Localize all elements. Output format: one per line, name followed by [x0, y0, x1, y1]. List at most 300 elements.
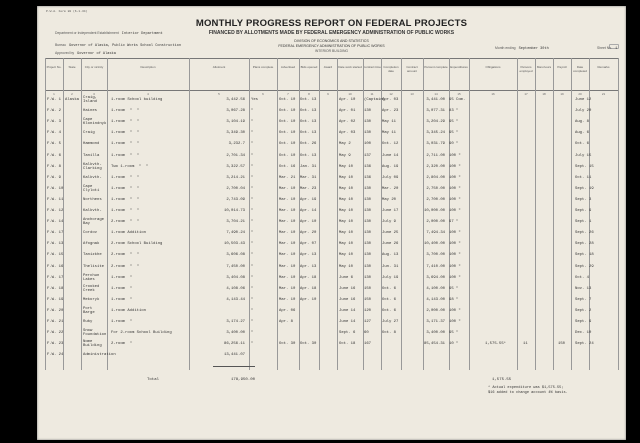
percent-complete: 100 " [449, 164, 461, 169]
work-started: June 14 [339, 308, 356, 313]
bids-opened: Oct. 13 [300, 120, 317, 125]
table-top-rule [45, 58, 618, 59]
sheet-field: Sheet No. 1 [597, 46, 618, 51]
advertised: Mar. 10 [279, 220, 296, 225]
work-started: May 10 [339, 164, 354, 169]
work-started: May 10 [339, 186, 354, 191]
advertised: Mar. 10 [279, 297, 296, 302]
city: Thelisite [83, 264, 105, 269]
plans-complete: " [251, 209, 254, 213]
description: 1-room " " [111, 209, 140, 213]
allotment: 3,067.28 [226, 109, 245, 114]
allotment: 86,256.11 [223, 342, 245, 347]
work-started: Apr. 03 [339, 131, 356, 136]
description: 2-room " " [111, 264, 140, 269]
form-number: P.W.A. Form 80 (6-1-34) [46, 10, 88, 13]
advertised: Mar. 10 [279, 197, 296, 202]
plans-complete: " [251, 342, 254, 347]
column-header: Completion date [383, 65, 399, 73]
completion-date: May 11 [382, 120, 397, 125]
bids-opened: Apr. 10 [300, 297, 317, 302]
plans-complete: " [251, 308, 254, 313]
contract-time: 150 [364, 286, 372, 291]
bids-opened: Oct. 13 [300, 98, 317, 102]
city: Craig [83, 131, 95, 136]
project-number: F.W. 19 [47, 297, 64, 302]
bids-opened: Oct. 13 [300, 153, 317, 158]
column-header: Allotment [212, 65, 226, 69]
completion-date: June 25 [382, 231, 399, 236]
project-number: F.W. 4 [47, 131, 62, 136]
work-started: May 10 [339, 231, 354, 236]
contract-amount: 3,700.00 [426, 253, 445, 258]
city: Ruby [83, 320, 93, 324]
bids-opened: Oct. 30 [300, 342, 317, 347]
city: Snow Foundation [83, 329, 107, 338]
allotment: 7,450.00 [226, 264, 245, 269]
completion-date: Jun. 31 [382, 264, 399, 269]
allotment: 4,143.44 [226, 297, 245, 302]
division-line-2: FEDERAL EMERGENCY ADMINISTRATION OF PUBLIC WORKS [278, 44, 385, 48]
completion-date: Oct. 6 [382, 308, 397, 313]
contract-time: 130 [364, 197, 372, 202]
plans-complete: " [251, 253, 254, 258]
contract-amount: 2,750.00 [426, 186, 445, 191]
city: Cordov [83, 231, 98, 236]
approved-value: Governor of Alaska [77, 52, 116, 56]
percent-complete: 100 " [449, 209, 461, 213]
completion-date: Apr. 23 [382, 109, 399, 114]
description: 1-room " " [111, 175, 140, 180]
column-header: Percent complete [424, 65, 448, 69]
advertised: Mar. 10 [279, 231, 296, 236]
plans-complete: " [251, 197, 254, 202]
report-page [37, 6, 626, 440]
allotment: 3,400.00 [226, 331, 245, 336]
date-completed: Oct. 6 [575, 142, 590, 147]
project-number: F.W. 18 [47, 286, 64, 291]
column-header: Bids opened [300, 65, 318, 69]
description: 1-room " [111, 275, 133, 280]
percent-complete: 83 " [449, 109, 459, 114]
footnote [488, 386, 568, 396]
contract-time: 137 [364, 153, 372, 158]
column-header: Payroll [557, 65, 567, 69]
column-header: Obligations [485, 65, 501, 69]
contract-time: 130 [364, 120, 372, 125]
bids-opened: Apr. 14 [300, 209, 317, 213]
description: 1-room School building [111, 98, 163, 102]
city: Mekoryk [83, 297, 100, 302]
description: 1-room Addition [111, 231, 147, 236]
approved-field: Approved by Governor of Alaska [55, 51, 116, 56]
description: 1-room " " [111, 153, 140, 158]
completion-date: Aug. 19 [382, 164, 399, 169]
allotment: 3,404.08 [226, 275, 245, 280]
bids-opened: Apr. 19 [300, 197, 317, 202]
completion-date: June 14 [382, 153, 399, 158]
advertised: Mar. 10 [279, 209, 296, 213]
date-completed: Aug. 8 [575, 120, 590, 125]
work-started: Sept. 6 [339, 331, 356, 336]
description: 2-room " [111, 342, 133, 347]
plans-complete: " [251, 131, 254, 136]
column-number: 18 [542, 92, 546, 96]
column-header: Expenditures [450, 65, 468, 69]
description: 1-room " [111, 286, 133, 291]
column-header: Persons employed [519, 65, 533, 73]
work-started: June 14 [339, 320, 356, 324]
contract-amount: 3,031.79 [426, 142, 445, 147]
contract-time: 130 [364, 220, 372, 225]
completion-date: June 17 [382, 209, 399, 213]
completion-date: Mar. 20 [382, 186, 399, 191]
allotment: 3,442.56 [226, 98, 245, 102]
plans-complete: " [251, 142, 254, 147]
allotment: 3,232.7 [228, 142, 245, 147]
advertised: Mar. 10 [279, 286, 296, 291]
percent-complete: 90 " [449, 142, 459, 147]
project-number: F.W. 6 [47, 153, 62, 158]
contract-amount: 7,410.00 [426, 264, 445, 269]
city: Nome Building [83, 340, 102, 349]
expenditure: 1,575.55* [485, 342, 507, 347]
date-completed: Sept. 9 [575, 209, 592, 213]
bids-opened: Oct. 26 [300, 142, 317, 147]
state: Alaska [65, 98, 80, 102]
contract-amount: 3,204.29 [426, 120, 445, 125]
plans-complete: " [251, 286, 254, 291]
contract-time: 100 [364, 142, 372, 147]
advertised: Oct. 10 [279, 120, 296, 125]
bids-opened: Mar. 31 [300, 175, 317, 180]
contract-time: 130 [364, 242, 372, 247]
column-number: 13 [410, 92, 414, 96]
column-number: 19 [560, 92, 564, 96]
contract-time: 130 [364, 209, 372, 213]
contract-time: 130 [364, 264, 372, 269]
completion-date: May 11 [382, 131, 397, 136]
project-number: F.W. 17 [47, 275, 64, 280]
work-started: Apr. 10 [339, 98, 356, 102]
advertised: Oct. 16 [279, 164, 296, 169]
project-number: F.W. 13 [47, 242, 64, 247]
plans-complete: " [251, 175, 254, 180]
contract-time: 130 [364, 186, 372, 191]
project-number: F.W. 2 [47, 109, 62, 114]
percent-complete: 95 Com. [449, 98, 466, 102]
project-number: F.W. 11 [47, 197, 64, 202]
city: Anchorage Bay [83, 218, 105, 227]
contract-amount: 10,000.00 [423, 209, 445, 213]
bids-opened: Jan. 31 [300, 164, 317, 169]
completion-date: July 27 [382, 320, 399, 324]
column-number: 8 [308, 92, 310, 96]
payroll: 150 [558, 342, 566, 347]
date-completed: Sept. 26 [575, 231, 594, 236]
work-started: May 10 [339, 220, 354, 225]
work-started: May 10 [339, 209, 354, 213]
date-completed: Sept. 18 [575, 253, 594, 258]
bids-opened: Apr. 13 [300, 253, 317, 258]
percent-complete: 100 " [449, 320, 461, 324]
allotment: 2,701.34 [226, 153, 245, 158]
percent-complete: 98 " [449, 297, 459, 302]
description: 2-room " " [111, 220, 140, 225]
allotment: 3,214.21 [226, 175, 245, 180]
column-header: Date completed [573, 65, 587, 73]
contract-amount: 2,000.00 [426, 220, 445, 225]
plans-complete: " [251, 297, 254, 302]
column-header: City or vicinity [84, 65, 104, 69]
plans-complete: " [251, 120, 254, 125]
plans-complete: Yes [251, 98, 259, 102]
work-started: May 10 [339, 175, 354, 180]
plans-complete: " [251, 153, 254, 158]
contract-amount: 3,400.00 [426, 331, 445, 336]
percent-complete: 95 " [449, 331, 459, 336]
advertised: Mar. 10 [279, 186, 296, 191]
date-completed: Nov. 13 [575, 286, 592, 291]
advertised: Mar. 10 [279, 253, 296, 258]
footnote-line-2: $16 added to change account 4% basis. [488, 391, 568, 395]
bureau-value: Governor of Alaska, Public Works School Construction [68, 44, 182, 48]
city: Administration [83, 353, 116, 358]
allotment: 7,490.24 [226, 231, 245, 236]
advertised: Mar. 10 [279, 275, 296, 280]
project-number: F.W. 15 [47, 253, 64, 258]
work-started: May 10 [339, 242, 354, 247]
date-completed: Sept. 9 [575, 320, 592, 324]
contract-amount: 4,143.00 [426, 297, 445, 302]
total-other: 1,575.55 [492, 378, 512, 382]
work-started: June 16 [339, 297, 356, 302]
advertised: Apr. 8 [279, 320, 294, 324]
city: Perchun Lakes [83, 273, 100, 282]
advertised: Oct. 30 [279, 342, 296, 347]
allotment: 2,743.09 [226, 197, 245, 202]
contract-amount: 2,000.00 [426, 308, 445, 313]
plans-complete: " [251, 186, 254, 191]
percent-complete: 95 " [449, 120, 459, 125]
contract-amount: 4,100.00 [426, 286, 445, 291]
date-completed: Dec. 10 [575, 331, 592, 336]
project-number: F.W. 21 [47, 320, 64, 324]
contract-time: 127 [364, 320, 372, 324]
column-number: 1 [53, 92, 55, 96]
completion-date: Oct. 12 [382, 142, 399, 147]
column-number: 20 [578, 92, 582, 96]
bids-opened: Oct. 13 [300, 131, 317, 136]
completion-date: Oct. 8 [382, 331, 397, 336]
date-completed: Aug. 6 [575, 131, 590, 136]
project-number: F.W. 8 [47, 164, 62, 169]
column-header: Plans complete [252, 65, 274, 69]
description: 1-room " " [111, 109, 140, 114]
bids-opened: Mar. 23 [300, 186, 317, 191]
report-subtitle: FINANCED BY ALLOTMENTS MADE BY FEDERAL EMERGENCY ADMINISTRATION OF PUBLIC WORKS [208, 30, 455, 36]
column-header: Date work started [338, 65, 362, 69]
date-completed: Sept. 3 [575, 197, 592, 202]
column-number: 3 [93, 92, 95, 96]
city: Crooked Creek [83, 284, 100, 293]
allotment: 3,322.57 [226, 164, 245, 169]
work-started: May 2 [339, 142, 351, 147]
column-number: 15 [457, 92, 461, 96]
city: Tanizkhe [83, 253, 102, 258]
city: Tanilla [83, 153, 100, 158]
city: Haines [83, 109, 98, 114]
work-started: Apr. 01 [339, 109, 356, 114]
project-number: F.W. 14 [47, 220, 64, 225]
column-header: Project No. [46, 65, 62, 69]
percent-complete: 10 " [449, 342, 459, 347]
date-completed: June 12 [575, 98, 592, 102]
date-completed: Sept. 1 [575, 220, 592, 225]
total-rule [213, 366, 255, 367]
percent-complete: 97 " [449, 220, 459, 225]
plans-complete: " [251, 109, 254, 114]
contract-time: 130 [364, 231, 372, 236]
column-header: Award [323, 65, 333, 69]
footnote-line-1: * Actual expenditure was $1,575.55; [488, 386, 564, 390]
completion-date: May 20 [382, 197, 397, 202]
allotment: 10,014.73 [223, 209, 245, 213]
contract-time: 150 [364, 297, 372, 302]
column-header: Contract time [363, 65, 381, 69]
column-number: 2 [71, 92, 73, 96]
contract-amount: 3,171.37 [426, 320, 445, 324]
percent-complete: 100 " [449, 253, 461, 258]
date-completed: Sept. 15 [575, 164, 594, 169]
report-title: MONTHLY PROGRESS REPORT ON FEDERAL PROJECTS [195, 18, 468, 29]
plans-complete: " [251, 320, 254, 324]
contract-amount: 3,345.24 [426, 131, 445, 136]
city: Afognak [83, 242, 100, 247]
total-allotment: 178,950.00 [230, 378, 255, 382]
contract-time: 130 [364, 275, 372, 280]
advertised: Oct. 10 [279, 109, 296, 114]
plans-complete: " [251, 220, 254, 225]
completion-date: July 09 [382, 175, 399, 180]
city: Northens [83, 197, 102, 202]
contract-time: 136 [364, 175, 372, 180]
description: 2-room School Building [111, 242, 163, 247]
work-started: May 9 [339, 153, 351, 158]
advertised: Mar. 10 [279, 264, 296, 269]
project-number: F.W. 22 [47, 331, 64, 336]
plans-complete: " [251, 275, 254, 280]
contract-time: (Captain) [364, 98, 386, 102]
contract-amount: 2,320.00 [426, 164, 445, 169]
contract-time: 130 [364, 131, 372, 136]
date-completed: July 20 [575, 109, 592, 114]
description: Two 1-room " " [111, 164, 149, 169]
allotment: 3,606.08 [226, 253, 245, 258]
contract-amount: 2,711.00 [426, 153, 445, 158]
contract-amount: 2,700.00 [426, 197, 445, 202]
project-number: F.W. 20 [47, 308, 64, 313]
bids-opened: Oct. 13 [300, 109, 317, 114]
column-header: State [68, 65, 76, 69]
date-completed: Sept. 24 [575, 342, 594, 347]
header-bottom-rule [45, 90, 618, 91]
column-number: 12 [389, 92, 393, 96]
percent-complete: 100 " [449, 175, 461, 180]
column-header: Description [140, 65, 156, 69]
contract-time: 60 [364, 331, 369, 336]
column-number: 17 [524, 92, 528, 96]
completion-date: July 19 [382, 275, 399, 280]
column-number: 9 [327, 92, 329, 96]
allotment: 3,104.19 [226, 120, 245, 125]
contract-time: 130 [364, 253, 372, 258]
contract-amount: 7,494.34 [426, 231, 445, 236]
work-started: May 10 [339, 253, 354, 258]
plans-complete: " [251, 331, 254, 336]
column-header: Remarks [597, 65, 610, 69]
project-number: F.W. 23 [47, 342, 64, 347]
project-number: F.W. 9 [47, 175, 62, 180]
work-started: June 6 [339, 275, 354, 280]
allotment: 13,441.07 [223, 353, 245, 358]
percent-complete: 100 " [449, 153, 461, 158]
column-number: 16 [491, 92, 495, 96]
project-number: F.W. 10 [47, 186, 64, 191]
completion-date: Aug. 13 [382, 253, 399, 258]
date-completed: Sept. 2 [575, 308, 592, 313]
project-number: F.W. 5 [47, 142, 62, 147]
contract-time: 120 [364, 308, 372, 313]
city: Port Barge [83, 306, 95, 316]
allotment: 3,174.27 [226, 320, 245, 324]
work-started: June 16 [339, 286, 356, 291]
contract-amount: 3,694.00 [426, 275, 445, 280]
column-number: 5 [218, 92, 220, 96]
description: 1-room " [111, 320, 133, 324]
column-header: Contract amount [406, 65, 418, 73]
completion-date: Oct. 6 [382, 286, 397, 291]
allotment: 4,108.06 [226, 286, 245, 291]
description: 1-room " " [111, 131, 140, 136]
city: Kalkvth- [83, 209, 102, 213]
advertised: Oct. 10 [279, 131, 296, 136]
description: 1-room " " [111, 197, 140, 202]
advertised: Apr. 06 [279, 308, 296, 313]
description: 1-room " " [111, 120, 140, 125]
plans-complete: " [251, 242, 254, 247]
date-completed: July 15 [575, 153, 592, 158]
work-started: May 10 [339, 264, 354, 269]
column-header: Man-hours [536, 65, 552, 69]
completion-date: Apr. 03 [382, 98, 399, 102]
department-field: Department or Independent Establishment Interior Department [55, 31, 163, 36]
contract-amount: 3,077.31 [426, 109, 445, 114]
date-completed: Oct. 11 [575, 175, 592, 180]
project-number: F.W. 12 [47, 209, 64, 213]
allotment: 2,700.04 [226, 186, 245, 191]
work-started: May 10 [339, 197, 354, 202]
work-started: Oct. 18 [339, 342, 356, 347]
advertised: Mar. 21 [279, 175, 296, 180]
column-number: 11 [370, 92, 374, 96]
project-number: F.W. 1 [47, 98, 62, 102]
contract-amount: 85,454.31 [423, 342, 445, 347]
bids-opened: Apr. 07 [300, 242, 317, 247]
city: Cape Klonindnyk [83, 118, 107, 127]
date-completed: Sept. 29 [575, 264, 594, 269]
contract-amount: 10,400.00 [423, 242, 445, 247]
